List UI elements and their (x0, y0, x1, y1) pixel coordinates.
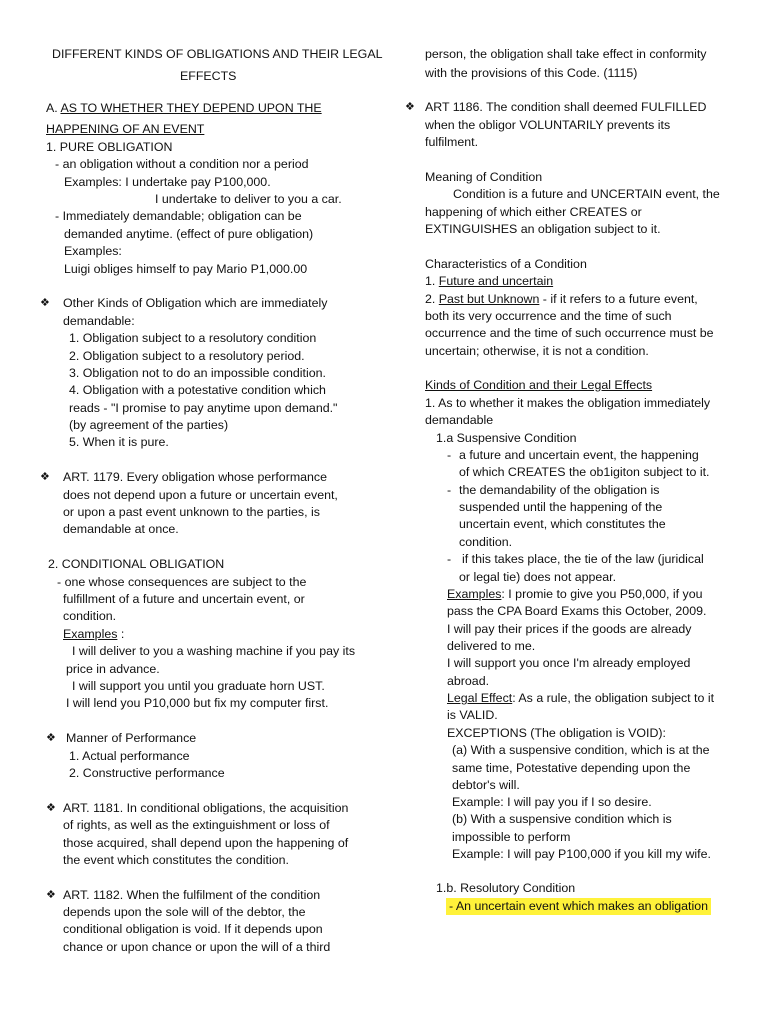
text-line: condition. (459, 535, 513, 549)
text-line: does not depend upon a future or uncertain event, (63, 488, 338, 502)
text-line: ART 1186. The condition shall deemed FULFILLED (425, 100, 707, 114)
text-line: or upon a past event unknown to the parties, is (63, 505, 320, 519)
text-line: pass the CPA Board Exams this October, 2009. (447, 604, 707, 618)
list-item: 5. When it is pure. (69, 435, 169, 449)
text-line: the demandability of the obligation is (459, 483, 660, 497)
list-item: 2. Obligation subject to a resolutory period. (69, 349, 305, 363)
text-line: condition. (63, 609, 117, 623)
text-line: both its very occurrence and the time of such (425, 309, 672, 323)
text-line: abroad. (447, 674, 490, 688)
text-line: (a) With a suspensive condition, which is at the (452, 743, 710, 757)
bullet-icon: ❖ (405, 101, 415, 113)
text-line: - Immediately demandable; obligation can be (55, 209, 302, 223)
text-line: price in advance. (66, 662, 160, 676)
bullet-icon: ❖ (46, 889, 56, 901)
text-line: Manner of Performance (66, 731, 197, 745)
list-item: 1. Actual performance (69, 749, 190, 763)
page-title: DIFFERENT KINDS OF OBLIGATIONS AND THEIR LEGAL (52, 47, 383, 61)
kinds-heading: Kinds of Condition and their Legal Effects (425, 378, 653, 392)
text-line: debtor's will. (452, 778, 520, 792)
text-line: Other Kinds of Obligation which are immediately (63, 296, 328, 310)
text-line: depends upon the sole will of the debtor, the (63, 905, 306, 919)
bullet-icon: ❖ (40, 297, 50, 309)
dash-marker: - (447, 483, 452, 497)
text-line: impossible to perform (452, 830, 571, 844)
bullet-icon: ❖ (46, 802, 56, 814)
text-line: Luigi obliges himself to pay Mario P1,000.00 (64, 262, 308, 276)
text-line: uncertain event, which constitutes the (459, 517, 666, 531)
legal-effect-label: Legal Effect: As a rule, the obligation subject to it (447, 691, 715, 705)
text-line: occurrence and the time of such occurrence must be (425, 326, 714, 340)
text-line: with the provisions of this Code. (1115) (425, 66, 638, 80)
text-line: uncertain; otherwise, it is not a condition. (425, 344, 649, 358)
text-line: same time, Potestative depending upon the (452, 761, 691, 775)
text-line: fulfilment. (425, 135, 479, 149)
text-line: Condition is a future and UNCERTAIN event, the (453, 187, 720, 201)
text-line: Examples: I undertake pay P100,000. (64, 175, 271, 189)
dash-marker: - (447, 552, 452, 566)
text-line: EXCEPTIONS (The obligation is VOID): (447, 726, 666, 740)
text-line: demandable: (63, 314, 135, 328)
list-item: 1. Future and uncertain (425, 274, 554, 288)
text-line: conditional obligation is void. If it depends upon (63, 922, 323, 936)
text-line: the event which constitutes the condition. (63, 853, 289, 867)
resolutory-heading: 1.b. Resolutory Condition (436, 881, 576, 895)
text-line: demanded anytime. (effect of pure obligation) (64, 227, 314, 241)
text-line: of which CREATES the ob1igiton subject to it. (459, 465, 710, 479)
text-line: ART. 1181. In conditional obligations, the acquisition (63, 801, 349, 815)
list-item: 2. Past but Unknown - if it refers to a future event, (425, 292, 698, 306)
text-line: Example: I will pay you if I so desire. (452, 795, 652, 809)
list-item: (by agreement of the parties) (69, 418, 229, 432)
list-item: 1. Obligation subject to a resolutory condition (69, 331, 317, 345)
text-line: I undertake to deliver to you a car. (155, 192, 342, 206)
text-line: demandable at once. (63, 522, 179, 536)
text-line: 1. As to whether it makes the obligation immediately (425, 396, 711, 410)
text-line: EXTINGUISHES an obligation subject to it. (425, 222, 661, 236)
examples-label: Examples : (63, 627, 125, 641)
examples-label: Examples: I promie to give you P50,000, if you (447, 587, 703, 601)
characteristics-heading: Characteristics of a Condition (425, 257, 587, 271)
text-line: I will lend you P10,000 but fix my computer first. (66, 696, 329, 710)
section-a-heading: A. AS TO WHETHER THEY DEPEND UPON THE (46, 101, 322, 115)
text-line: when the obligor VOLUNTARILY prevents its (425, 118, 671, 132)
text-line: of rights, as well as the extinguishment or loss of (63, 818, 330, 832)
list-item: 2. Constructive performance (69, 766, 225, 780)
text-line: ART. 1179. Every obligation whose performance (63, 470, 328, 484)
text-line: - an obligation without a condition nor a period (55, 157, 309, 171)
text-line: ART. 1182. When the fulfilment of the condition (63, 888, 321, 902)
text-line: Example: I will pay P100,000 if you kill my wife. (452, 847, 711, 861)
text-line: person, the obligation shall take effect in conformity (425, 47, 707, 61)
section-a-heading-line2: HAPPENING OF AN EVENT (46, 122, 205, 136)
text-line: Examples: (64, 244, 122, 258)
conditional-obligation-heading: 2. CONDITIONAL OBLIGATION (48, 557, 225, 571)
dash-marker: - (447, 448, 452, 462)
text-line: is VALID. (447, 708, 498, 722)
text-line: (b) With a suspensive condition which is (452, 812, 672, 826)
list-item: 4. Obligation with a potestative condition which (69, 383, 326, 397)
list-item: reads - "I promise to pay anytime upon demand." (69, 401, 338, 415)
text-line: delivered to me. (447, 639, 536, 653)
page-title-line2: EFFECTS (180, 69, 237, 83)
highlighted-text: - An uncertain event which makes an obligation (446, 898, 711, 915)
text-line: suspended until the happening of the (459, 500, 663, 514)
text-line: - one whose consequences are subject to the (57, 575, 307, 589)
text-line: happening of which either CREATES or (425, 205, 642, 219)
meaning-heading: Meaning of Condition (425, 170, 543, 184)
bullet-icon: ❖ (40, 471, 50, 483)
text-line: I will support you until you graduate horn UST. (72, 679, 325, 693)
text-line: I will deliver to you a washing machine if you pay its (72, 644, 356, 658)
pure-obligation-heading: 1. PURE OBLIGATION (46, 140, 173, 154)
list-item: 3. Obligation not to do an impossible condition. (69, 366, 326, 380)
suspensive-heading: 1.a Suspensive Condition (436, 431, 577, 445)
bullet-icon: ❖ (46, 732, 56, 744)
text-line: if this takes place, the tie of the law (juridical (462, 552, 704, 566)
text-line: a future and uncertain event, the happening (459, 448, 699, 462)
text-line: I will pay their prices if the goods are already (447, 622, 692, 636)
text-line: I will support you once I'm already employed (447, 656, 691, 670)
text-line: those acquired, shall depend upon the happening of (63, 836, 349, 850)
text-line: fulfillment of a future and uncertain event, or (63, 592, 305, 606)
text-line: chance or upon chance or upon the will of a third (63, 940, 331, 954)
text-line: demandable (425, 413, 494, 427)
text-line: or legal tie) does not appear. (459, 570, 617, 584)
